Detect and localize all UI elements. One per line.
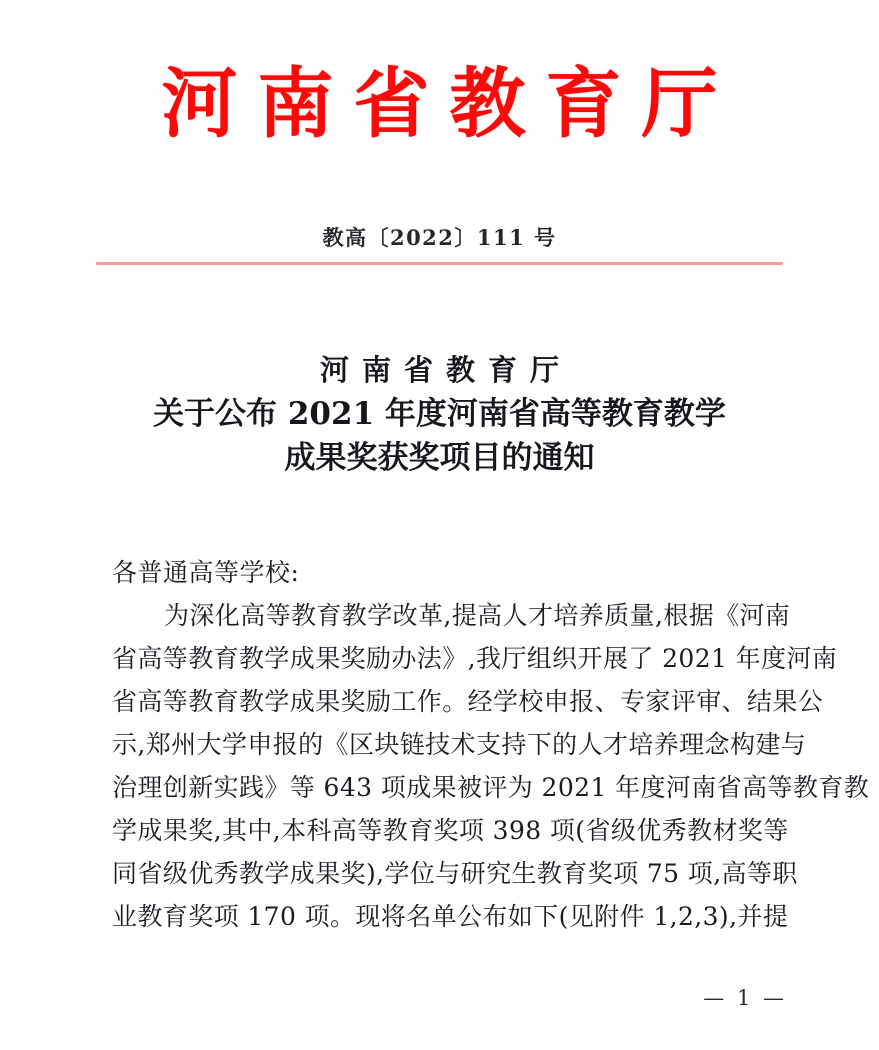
title-line-agency: 河南省教育厅 [319, 353, 572, 387]
body-line: 省高等教育教学成果奖励办法》,我厅组织开展了 2021 年度河南 [112, 644, 838, 673]
page-footer [0, 986, 879, 1010]
page-number: — 1 — [703, 986, 787, 1010]
body-line: 业教育奖项 170 项。现将名单公布如下(见附件 1,2,3),并提 [112, 902, 789, 931]
title-line-subject-2: 成果奖获奖项目的通知 [284, 440, 595, 476]
document-body [112, 551, 870, 938]
issuing-agency-masthead: 河南省教育厅 [161, 59, 738, 148]
body-line: 省高等教育教学成果奖励工作。经学校申报、专家评审、结果公 [112, 687, 824, 716]
red-separator-rule [96, 262, 783, 265]
body-line: 同省级优秀教学成果奖),学位与研究生教育奖项 75 项,高等职 [112, 859, 798, 888]
masthead [0, 58, 879, 151]
title-line-subject-1: 关于公布 2021 年度河南省高等教育教学 [153, 396, 726, 432]
body-line: 为深化高等教育教学改革,提高人才培养质量,根据《河南 [164, 601, 791, 630]
body-line: 示,郑州大学申报的《区块链技术支持下的人才培养理念构建与 [112, 730, 807, 759]
body-line: 治理创新实践》等 643 项成果被评为 2021 年度河南省高等教育教 [112, 773, 870, 802]
body-line: 学成果奖,其中,本科高等教育奖项 398 项(省级优秀教材奖等 [112, 816, 789, 845]
document-title-block [0, 348, 879, 480]
document-serial-number: 教高〔2022〕111 号 [322, 225, 557, 250]
salutation: 各普通高等学校: [112, 558, 300, 587]
